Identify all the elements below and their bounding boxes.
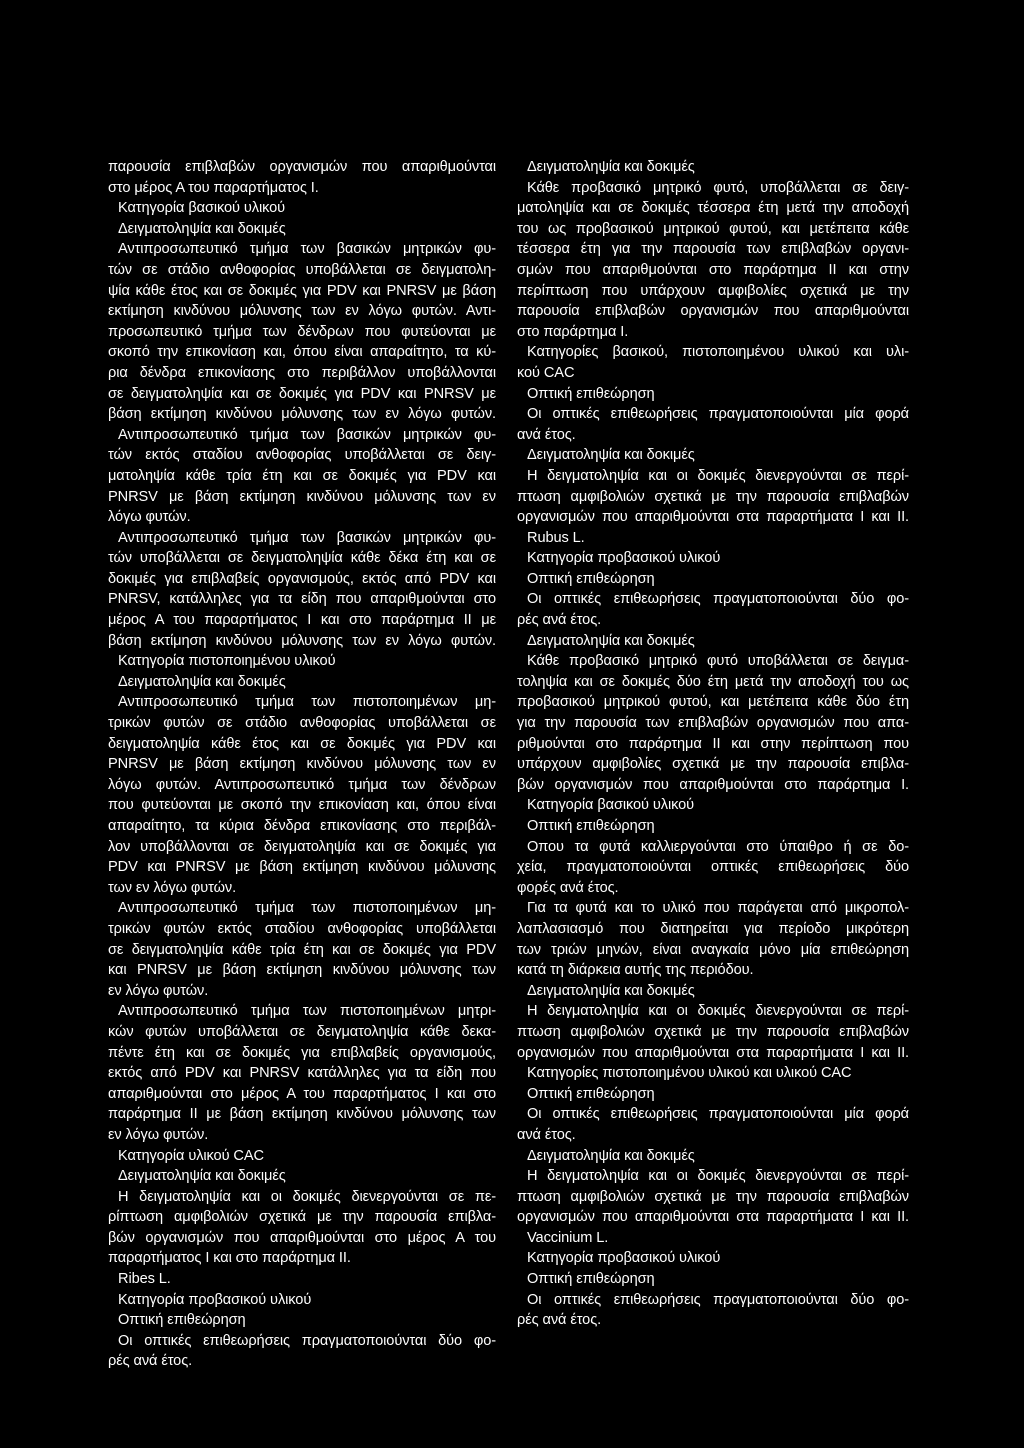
- text-line: σμών που απαριθμούνται στο παράρτημα ΙΙ και στην: [517, 261, 909, 278]
- text-line: των εν λόγω φυτών.: [108, 879, 237, 896]
- text-line: Αντιπροσωπευτικό τμήμα των βασικών μητρικών φυ-: [118, 241, 496, 258]
- text-line: σε δειγματοληψία κάθε τρία έτη και σε δοκιμές για PDV: [108, 941, 496, 958]
- text-line: Η δειγματοληψία και οι δοκιμές διενεργούνται σε πε-: [118, 1188, 496, 1205]
- text-line: του ως προβασικού μητρικού φυτού, και μετέπειτα κάθε: [517, 220, 909, 237]
- text-line: Δειγματοληψία και δοκιμές: [527, 1147, 695, 1164]
- text-line: Ribes L.: [118, 1271, 171, 1288]
- text-line: και PNRSV με βάση εκτίμηση κινδύνου μόλυνσης των: [108, 962, 496, 979]
- text-line: ρές ανά έτος.: [108, 1353, 193, 1370]
- text-line: Αντιπροσωπευτικό τμήμα των βασικών μητρικών φυ-: [118, 426, 496, 443]
- text-line: λαπλασιασμό που διατηρείται για περίοδο μικρότερη: [517, 920, 909, 937]
- text-line: στο μέρος Α του παραρτήματος Ι.: [108, 179, 319, 196]
- text-line: ανά έτος.: [517, 426, 576, 443]
- text-line: Κατηγορία προβασικού υλικού: [527, 550, 721, 567]
- text-line: Δειγματοληψία και δοκιμές: [527, 982, 695, 999]
- text-line: τρικών φυτών εκτός σταδίου ανθοφορίας υποβάλλεται: [108, 920, 496, 937]
- text-line: Κατηγορίες βασικού, πιστοποιημένου υλικού και υλι-: [527, 344, 909, 361]
- text-line: Δειγματοληψία και δοκιμές: [527, 159, 695, 175]
- text-line: κατά τη διάρκεια αυτής της περιόδου.: [517, 962, 754, 979]
- text-line: Οι οπτικές επιθεωρήσεις πραγματοποιούνται δύο φο-: [527, 591, 909, 608]
- text-line: βών οργανισμών που απαριθμούνται στο μέρος Α του: [108, 1229, 496, 1246]
- text-line: Οπτική επιθεώρηση: [527, 818, 655, 834]
- text-line: τών υποβάλλεται σε δειγματοληψία κάθε δέκα έτη και σε: [108, 550, 496, 567]
- text-line: λόγω φυτών. Αντιπροσωπευτικό τμήμα των δένδρων: [108, 776, 496, 793]
- text-line: Οπου τα φυτά καλλιεργούνται στο ύπαιθρο ή σε δο-: [527, 838, 909, 855]
- text-line: εκτός από PDV και PNRSV κατάλληλες για τα είδη που: [108, 1065, 496, 1082]
- text-line: Δειγματοληψία και δοκιμές: [118, 673, 286, 690]
- text-line: Οι οπτικές επιθεωρήσεις πραγματοποιούνται μία φορά: [527, 406, 909, 423]
- text-line: Κάθε προβασικό μητρικό φυτό υποβάλλεται σε δειγμα-: [527, 653, 909, 670]
- text-line: Η δειγματοληψία και οι δοκιμές διενεργούνται σε περί-: [527, 467, 909, 484]
- text-line: τών σε στάδιο ανθοφορίας υποβάλλεται σε δειγματολη-: [108, 261, 496, 278]
- text-line: μέρος Α του παραρτήματος Ι και στο παράρτημα ΙΙ με: [108, 612, 496, 629]
- text-line: PNRSV με βάση εκτίμηση κινδύνου μόλυνσης των εν: [108, 488, 496, 505]
- text-line: λον υποβάλλονται σε δειγματοληψία και σε δοκιμές για: [108, 838, 496, 855]
- text-line: στο παράρτημα Ι.: [517, 323, 629, 340]
- text-line: απαριθμούνται στο μέρος Α του παραρτήματος Ι και στο: [108, 1085, 496, 1102]
- text-line: εκτίμηση κινδύνου μόλυνσης των εν λόγω φυτών. Αντι-: [108, 303, 496, 320]
- text-line: Η δειγματοληψία και οι δοκιμές διενεργούνται σε περί-: [527, 1003, 909, 1020]
- text-line: ρίπτωση αμφιβολιών σχετικά με την παρουσία επιβλα-: [108, 1209, 496, 1226]
- text-line: Vaccinium L.: [527, 1229, 609, 1246]
- text-line: φορές ανά έτος.: [517, 879, 619, 896]
- text-line: χεία, πραγματοποιούνται οπτικές επιθεωρήσεις δύο: [517, 859, 909, 876]
- text-line: σε δειγματοληψία και σε δοκιμές για PDV και PNRSV με: [108, 385, 496, 402]
- text-line: τοληψία και σε δοκιμές δύο έτη μετά την αποδοχή του ως: [517, 673, 909, 690]
- text-line: πτωση αμφιβολιών σχετικά με την παρουσία επιβλαβών: [517, 1188, 909, 1205]
- text-line: Οπτική επιθεώρηση: [527, 1271, 655, 1288]
- text-line: των τριών μηνών, είναι αναγκαία μόνο μία επιθεώρηση: [517, 941, 909, 958]
- text-line: Κατηγορίες πιστοποιημένου υλικού και υλικού CAC: [527, 1065, 852, 1082]
- text-line: Η δειγματοληψία και οι δοκιμές διενεργούνται σε περί-: [527, 1168, 909, 1185]
- text-line: προσωπευτικό τμήμα των δένδρων που φυτεύονται με: [108, 323, 496, 340]
- text-line: παρουσία επιβλαβών οργανισμών που απαριθμούνται: [517, 303, 909, 320]
- text-line: Δειγματοληψία και δοκιμές: [527, 632, 695, 649]
- text-line: Οπτική επιθεώρηση: [527, 385, 655, 402]
- text-line: εν λόγω φυτών.: [108, 982, 209, 999]
- text-line: Κατηγορία πιστοποιημένου υλικού: [118, 653, 336, 670]
- text-line: Οι οπτικές επιθεωρήσεις πραγματοποιούνται δύο φο-: [118, 1332, 496, 1349]
- text-line: ριθμούνται στο παράρτημα ΙΙ και στην περίπτωση που: [517, 735, 909, 752]
- text-line: υπάρχουν αμφιβολίες σχετικά με την παρουσία επιβλα-: [517, 756, 909, 773]
- text-line: οργανισμών που απαριθμούνται στα παραρτήματα Ι και ΙΙ.: [517, 1044, 909, 1061]
- text-line: ρές ανά έτος.: [517, 1312, 602, 1329]
- text-line: Κατηγορία προβασικού υλικού: [527, 1250, 721, 1267]
- text-line: Δειγματοληψία και δοκιμές: [527, 447, 695, 464]
- text-line: Κατηγορία προβασικού υλικού: [118, 1291, 312, 1308]
- text-line: παράρτημα ΙΙ με βάση εκτίμηση κινδύνου μόλυνσης των: [108, 1106, 496, 1123]
- text-line: βάση εκτίμηση κινδύνου μόλυνσης των εν λόγω φυτών.: [108, 632, 496, 649]
- text-line: τών εκτός σταδίου ανθοφορίας υποβάλλεται σε δειγ-: [108, 447, 496, 464]
- text-line: κού CAC: [517, 364, 575, 381]
- text-line: Για τα φυτά και το υλικό που παράγεται από μικροπολ-: [527, 900, 909, 917]
- text-line: Αντιπροσωπευτικό τμήμα των πιστοποιημένων μη-: [118, 900, 496, 917]
- text-line: περίπτωση που υπάρχουν αμφιβολίες σχετικά με την: [517, 282, 909, 299]
- left-text-column: [108, 157, 496, 1372]
- text-line: Οι οπτικές επιθεωρήσεις πραγματοποιούνται δύο φο-: [527, 1291, 909, 1308]
- text-line: σκοπό την επικονίαση και, όπου είναι απαραίτητο, τα κύ-: [108, 344, 496, 361]
- text-line: Οπτική επιθεώρηση: [527, 1085, 655, 1102]
- text-line: Οπτική επιθεώρηση: [527, 570, 655, 587]
- text-line: Δειγματοληψία και δοκιμές: [118, 220, 286, 237]
- text-line: πτωση αμφιβολιών σχετικά με την παρουσία επιβλαβών: [517, 488, 909, 505]
- text-line: ματοληψία κάθε τρία έτη και σε δοκιμές για PDV και: [108, 467, 496, 484]
- text-line: Αντιπροσωπευτικό τμήμα των βασικών μητρικών φυ-: [118, 529, 496, 546]
- text-line: που φυτεύονται με σκοπό την επικονίαση και, όπου είναι: [108, 797, 496, 814]
- text-line: κών φυτών υποβάλλεται σε δειγματοληψία κάθε δεκα-: [108, 1023, 496, 1040]
- text-line: ψία κάθε έτος και σε δοκιμές για PDV και PNRSV με βάση: [108, 282, 496, 299]
- text-line: ρές ανά έτος.: [517, 612, 602, 629]
- text-line: οργανισμών που απαριθμούνται στα παραρτήματα Ι και ΙΙ.: [517, 1209, 909, 1226]
- text-line: παρουσία επιβλαβών οργανισμών που απαριθμούνται: [108, 159, 496, 175]
- text-line: παραρτήματος Ι και στο παράρτημα ΙΙ.: [108, 1250, 351, 1267]
- text-line: PDV και PNRSV με βάση εκτίμηση κινδύνου μόλυνσης: [108, 859, 496, 876]
- text-line: τέσσερα έτη για την παρουσία των επιβλαβών οργανι-: [517, 241, 909, 258]
- text-line: οργανισμών που απαριθμούνται στα παραρτήματα Ι και ΙΙ.: [517, 509, 909, 526]
- text-line: δειγματοληψία κάθε έτος και σε δοκιμές για PDV και: [108, 735, 496, 752]
- text-line: Κάθε προβασικό μητρικό φυτό, υποβάλλεται σε δειγ-: [527, 179, 909, 196]
- text-line: Οι οπτικές επιθεωρήσεις πραγματοποιούνται μία φορά: [527, 1106, 909, 1123]
- text-line: εν λόγω φυτών.: [108, 1126, 209, 1143]
- text-line: βών οργανισμών που απαριθμούνται στο παράρτημα Ι.: [517, 776, 909, 793]
- text-line: πέντε έτη και σε δοκιμές για επιβλαβείς οργανισμούς,: [108, 1044, 496, 1061]
- text-line: PNRSV, κατάλληλες για τα είδη που απαριθμούνται στο: [108, 591, 496, 608]
- text-line: Κατηγορία υλικού CAC: [118, 1147, 264, 1164]
- text-line: Οπτική επιθεώρηση: [118, 1312, 246, 1329]
- text-line: απαραίτητο, τα κύρια δένδρα επικονίασης στο περιβάλ-: [108, 818, 496, 834]
- text-line: τρικών φυτών σε στάδιο ανθοφορίας υποβάλλεται σε: [108, 715, 496, 732]
- text-line: πτωση αμφιβολιών σχετικά με την παρουσία επιβλαβών: [517, 1023, 909, 1040]
- text-line: λόγω φυτών.: [108, 509, 191, 526]
- text-line: ρια δένδρα επικονίασης στο περιβάλλον υποβάλλονται: [108, 364, 496, 381]
- text-line: Δειγματοληψία και δοκιμές: [118, 1168, 286, 1185]
- text-line: Αντιπροσωπευτικό τμήμα των πιστοποιημένων μητρι-: [118, 1003, 496, 1020]
- text-line: δοκιμές για επιβλαβείς οργανισμούς, εκτός από PDV και: [108, 570, 496, 587]
- text-line: Κατηγορία βασικού υλικού: [527, 797, 695, 814]
- text-line: ανά έτος.: [517, 1126, 576, 1143]
- right-text-column: [517, 157, 909, 1331]
- text-line: ματοληψία και σε δοκιμές τέσσερα έτη μετά την αποδοχή: [517, 200, 909, 217]
- text-line: Rubus L.: [527, 529, 585, 546]
- text-line: PNRSV με βάση εκτίμηση κινδύνου μόλυνσης των εν: [108, 756, 496, 773]
- text-line: Κατηγορία βασικού υλικού: [118, 200, 286, 217]
- text-line: Αντιπροσωπευτικό τμήμα των πιστοποιημένων μη-: [118, 694, 496, 711]
- text-line: για την παρουσία των επιβλαβών οργανισμών που απα-: [517, 715, 909, 732]
- text-line: προβασικού μητρικού φυτού, και μετέπειτα κάθε δύο έτη: [517, 694, 909, 711]
- text-line: βάση εκτίμηση κινδύνου μόλυνσης των εν λόγω φυτών.: [108, 406, 496, 423]
